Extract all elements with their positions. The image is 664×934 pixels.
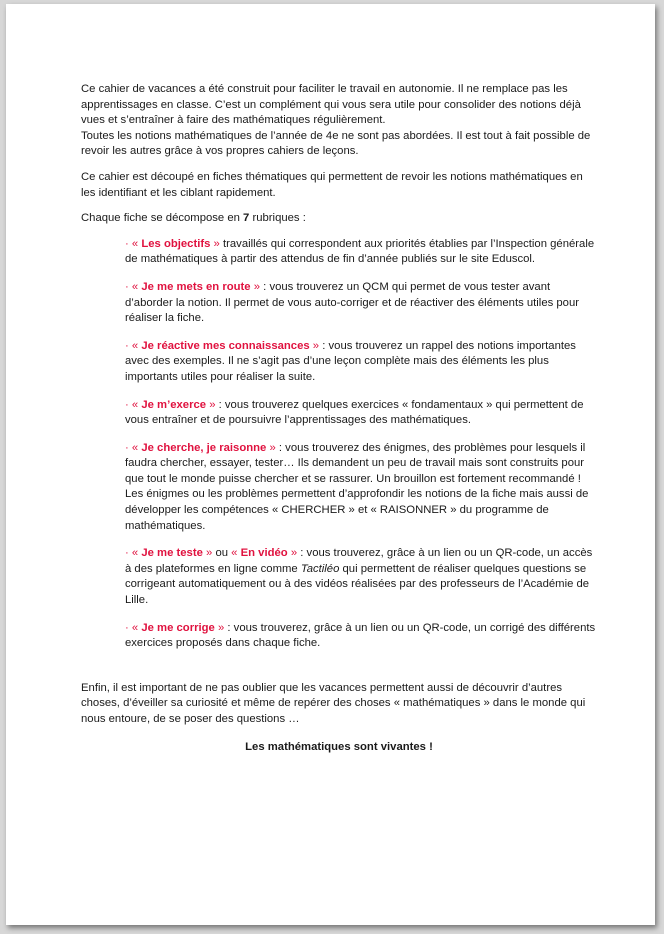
rubrique-count: 7 (243, 212, 250, 225)
rubrique-label: En vidéo (240, 547, 288, 560)
quote-close: » (213, 237, 220, 250)
platform-name: Tactiléo (300, 562, 340, 575)
quote-open: « (131, 621, 139, 634)
rubrique-text: : vous trouverez, grâce à un lien ou un QR-code, un corrigé des différents exercices proposés dans chaque fiche. (125, 621, 596, 650)
rubrique-item (125, 237, 597, 268)
rubrique-label: Je réactive mes connaissances (141, 339, 310, 352)
rubrique-label: Je me teste (141, 547, 203, 560)
quote-open: « (131, 280, 139, 293)
quote-close: » (253, 280, 261, 293)
quote-open: « (131, 398, 139, 411)
rubrique-text: : vous trouverez quelques exercices « fondamentaux » qui permettent de vous entraîner et de poursuivre l’apprentissages des mathématiques. (125, 398, 584, 427)
rubrique-item (125, 339, 597, 386)
quote-open: « (231, 547, 238, 560)
outro-paragraph: Enfin, il est important de ne pas oublier que les vacances permettent aussi de découvrir d’autres choses, d’éveiller sa curiosité et même de repérer des choses « mathématiques » dans le monde qui nous entoure, de se poser des questions … (81, 681, 586, 725)
rubrique-label: Les objectifs (141, 237, 211, 250)
rubrique-text: : vous trouverez des énigmes, des problèmes pour lesquels il faudra chercher, essayer, tester… Ils demandent un peu de travail mais sont construits pour que tout le monde puisse chercher et se rassurer. Un brouillon est fortement recommandé ! Les énigmes ou les problèmes permettent d’approfondir les notions de la fiche mais aussi de développer les compétences « CHERCHER » et « RAISONNER » du programme de mathématiques. (125, 441, 589, 532)
bullet-icon: · (125, 621, 129, 634)
rubriques-list (81, 237, 597, 652)
rubrique-connector: ou (212, 547, 232, 560)
intro-p3-prefix: Chaque fiche se décompose en (81, 212, 244, 225)
intro-section (81, 82, 597, 237)
intro-paragraph-3 (81, 211, 597, 227)
rubrique-text: travaillés qui correspondent aux priorités établies par l’Inspection générale de mathématiques à partir des attendus de fin d’année publiés sur le site Eduscol. (125, 237, 595, 266)
rubrique-item (125, 546, 597, 608)
quote-close: » (269, 441, 276, 454)
quote-close: » (217, 621, 225, 634)
intro-paragraph-2: Ce cahier est découpé en fiches thématiques qui permettent de revoir les notions mathématiques en les identifiant et les ciblant rapidement. (81, 170, 583, 199)
rubrique-item (125, 621, 597, 652)
quote-close: » (206, 547, 213, 560)
rubrique-label: Je cherche, je raisonne (141, 441, 267, 454)
rubrique-text: qui permettent de réaliser quelques questions se corrigeant automatiquement ou à des vidéos réalisées par des professeurs de l’Académie de Lille. (125, 562, 590, 607)
quote-open: « (131, 237, 139, 250)
rubrique-item (125, 280, 597, 327)
document-page (6, 4, 655, 925)
quote-close: » (312, 339, 320, 352)
intro-paragraph-1b: Toutes les notions mathématiques de l’année de 4e ne sont pas abordées. Il est tout à fait possible de revoir les autres grâce à vos propres cahiers de leçons. (81, 129, 591, 158)
rubrique-label: Je m’exerce (141, 398, 207, 411)
bullet-icon: · (125, 339, 129, 352)
quote-close: » (209, 398, 216, 411)
closing-statement: Les mathématiques sont vivantes ! (245, 740, 433, 753)
rubrique-text: : vous trouverez un QCM qui permet de vous tester avant d’aborder la notion. Il permet de vous auto-corriger et de réactiver des éléments utiles pour réaliser la fiche. (125, 280, 579, 325)
rubrique-item (125, 398, 597, 429)
bullet-icon: · (125, 547, 129, 560)
rubrique-label: Je me corrige (141, 621, 215, 634)
bullet-icon: · (125, 441, 129, 454)
quote-open: « (131, 547, 139, 560)
rubrique-label: Je me mets en route (141, 280, 251, 293)
rubrique-text: : vous trouverez un rappel des notions importantes avec des exemples. Il ne s’agit pas d’une leçon complète mais des éléments les plus importants utiles pour réaliser la suite. (125, 339, 576, 383)
bullet-icon: · (125, 280, 129, 293)
quote-close: » (290, 547, 298, 560)
bullet-icon: · (125, 237, 129, 250)
quote-open: « (131, 441, 139, 454)
quote-open: « (131, 339, 139, 352)
rubrique-text: : vous trouverez, grâce à un lien ou un QR-code, un accès à des plateformes en ligne comme (125, 547, 593, 575)
rubrique-item (125, 441, 597, 535)
intro-paragraph-1: Ce cahier de vacances a été construit pour faciliter le travail en autonomie. Il ne remplace pas les apprentissages en classe. C’est un complément qui vous sera utile pour consolider des notions déjà vues et s’entraîner à faire des mathématiques régulièrement. (81, 83, 581, 127)
bullet-icon: · (125, 398, 129, 411)
intro-p3-suffix: rubriques : (249, 212, 306, 225)
